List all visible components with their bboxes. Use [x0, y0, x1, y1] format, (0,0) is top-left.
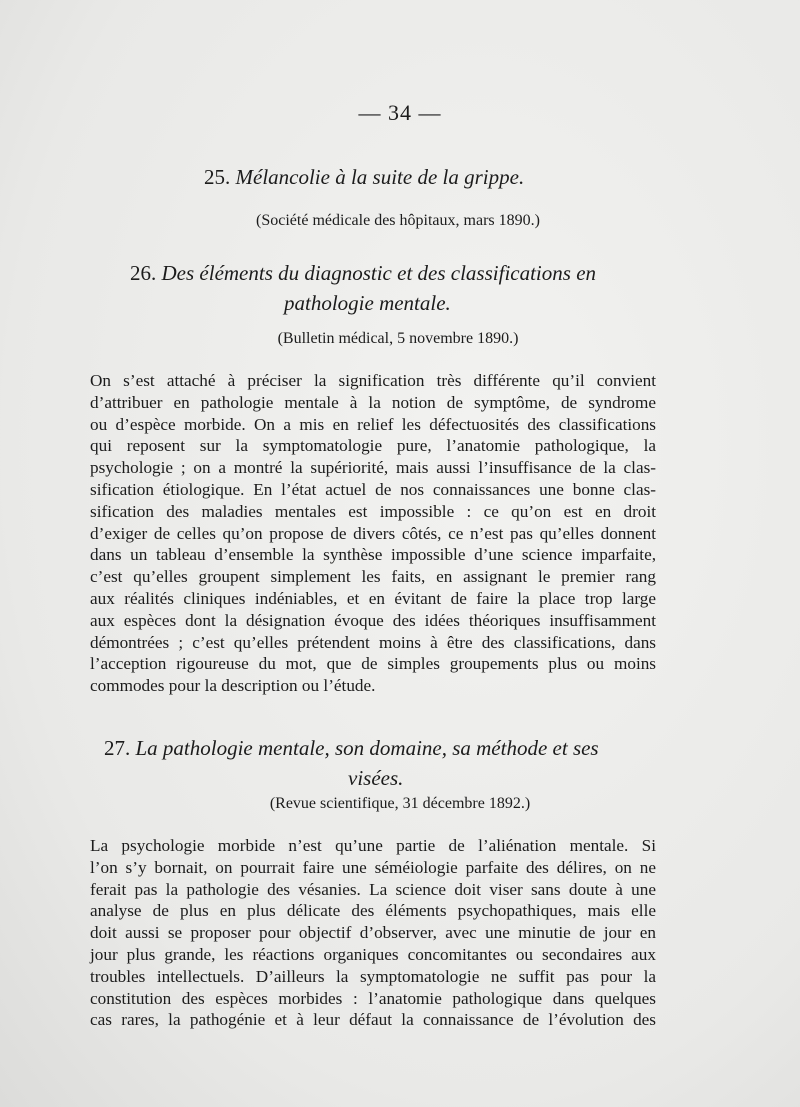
body-line: sification des maladies mentales est impossible : ce qu’on est en droit: [90, 501, 656, 521]
body-line: d’exiger de celles qu’on propose de divers côtés, ce n’est pas qu’elles donnent: [90, 523, 656, 543]
entry-26-title-line-2: pathologie mentale.: [284, 291, 451, 315]
entry-27-title-line-2: visées.: [348, 766, 404, 790]
entry-27-number: 27.: [104, 736, 131, 760]
entry-27-title-line-1: [104, 733, 599, 763]
body-line: dans un tableau d’ensemble la synthèse impossible d’une science imparfaite,: [90, 545, 656, 565]
entry-26-title-text-1: Des éléments du diagnostic et des classifications en: [161, 261, 597, 285]
body-line: d’attribuer en pathologie mentale à la notion de symptôme, de syndrome: [90, 392, 656, 412]
body-line: cas rares, la pathogénie et à leur défaut la connaissance de l’évolution des: [90, 1010, 656, 1030]
body-line: sification étiologique. En l’état actuel de nos connaissances une bonne clas-: [90, 479, 656, 499]
entry-27-title-text-1: La pathologie mentale, son domaine, sa méthode et ses: [135, 736, 599, 760]
page-number: — 34 —: [358, 100, 442, 125]
body-line: La psychologie morbide n’est qu’une partie de l’aliénation mentale. Si: [90, 836, 656, 855]
body-line: l’acception rigoureuse du mot, que de simples groupements plus ou moins: [90, 654, 656, 674]
body-line: ferait pas la pathologie des vésanies. La science doit viser sans doute à une: [90, 879, 656, 899]
body-line: aux réalités cliniques indéniables, et en évitant de faire la place trop large: [90, 588, 656, 608]
body-line: ou d’espèce morbide. On a mis en relief les défectuosités des classifications: [90, 414, 656, 434]
body-line: constitution des espèces morbides : l’anatomie pathologique dans quelques: [90, 988, 656, 1008]
entry-25-title: [204, 162, 524, 192]
body-line: psychologie ; on a montré la supériorité, mais aussi l’insuffisance de la clas-: [90, 458, 656, 478]
body-line: troubles intellectuels. D’ailleurs la symptomatologie ne suffit pas pour la: [90, 966, 656, 986]
body-line: l’on s’y bornait, on pourrait faire une séméiologie parfaite des délires, on ne: [90, 857, 656, 877]
entry-26-number: 26.: [130, 261, 157, 285]
entry-26-body: [90, 370, 656, 697]
entry-25-number: 25.: [204, 165, 231, 189]
body-line: jour plus grande, les réactions organiques concomitantes ou secondaires aux: [90, 944, 656, 964]
entry-25-title-line: Mélancolie à la suite de la grippe.: [235, 165, 525, 189]
body-line: analyse de plus en plus délicate des éléments psychopathiques, mais elle: [90, 901, 656, 921]
entry-27-source: (Revue scientifique, 31 décembre 1892.): [269, 795, 531, 812]
body-line: démontrées ; c’est qu’elles prétendent moins à être des classifications, dans: [90, 632, 656, 652]
entry-26-source: (Bulletin médical, 5 novembre 1890.): [277, 330, 519, 347]
entry-27-body: [90, 835, 656, 1031]
entry-25-source: (Société médicale des hôpitaux, mars 1890.): [256, 212, 540, 229]
body-line: On s’est attaché à préciser la signification très différente qu’il convient: [90, 371, 656, 390]
body-line: commodes pour la description ou l’étude.: [90, 676, 376, 696]
body-line: c’est qu’elles groupent simplement les faits, en assignant le premier rang: [90, 567, 656, 587]
entry-26-title-line-1: [130, 258, 596, 288]
body-line: doit aussi se proposer pour objectif d’observer, avec une minutie de jour en: [90, 923, 656, 943]
body-line: aux espèces dont la désignation évoque des idées théoriques insuffisamment: [90, 610, 656, 630]
body-line: qui reposent sur la symptomatologie pure, l’anatomie pathologique, la: [90, 436, 656, 456]
